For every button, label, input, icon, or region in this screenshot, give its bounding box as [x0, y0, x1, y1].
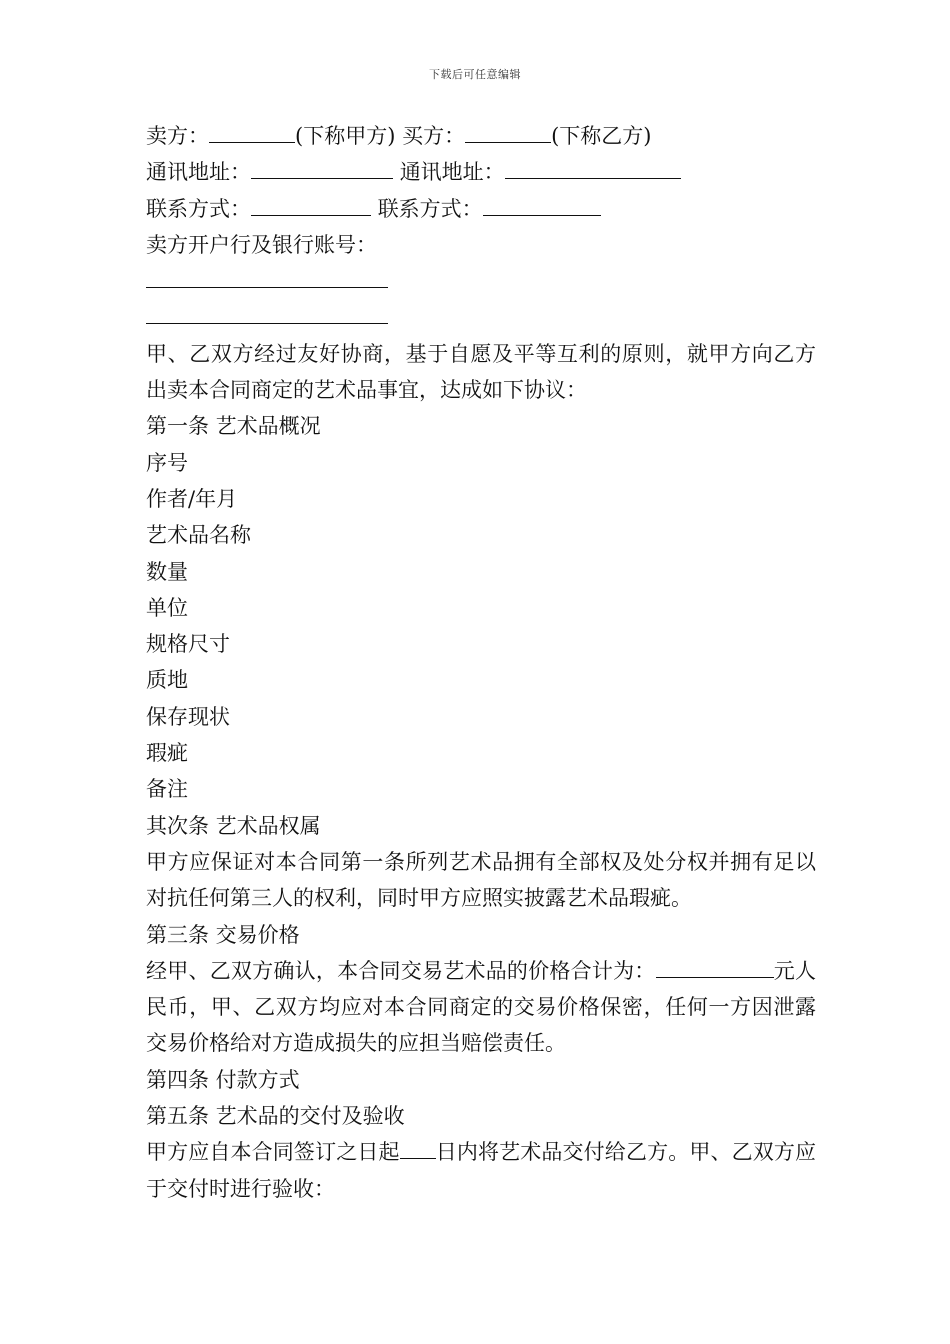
seller-contact-label: 联系方式： [146, 196, 251, 221]
buyer-contact-blank[interactable] [483, 195, 601, 216]
article1-item: 质地 [146, 668, 188, 693]
article5-paragraph [146, 1134, 816, 1207]
price-blank[interactable] [656, 957, 774, 978]
article3-text-before: 经甲、乙双方确认，本合同交易艺术品的价格合计为： [146, 958, 656, 983]
buyer-name-blank[interactable] [465, 122, 551, 143]
article3-text-after: 元人民币，甲、乙双方均应对本合同商定的交易价格保密，任何一方因泄露交易价格给对方造成损失的应担当赔偿责任。 [146, 958, 817, 1056]
bank-account-blank[interactable] [146, 303, 388, 324]
article2-paragraph: 甲方应保证对本合同第一条所列艺术品拥有全部权及处分权并拥有足以对抗任何第三人的权利，同时甲方应照实披露艺术品瑕疵。 [146, 849, 816, 911]
contract-body [146, 118, 816, 1207]
article1-item: 规格尺寸 [146, 632, 230, 657]
seller-buyer-line [146, 118, 816, 154]
article1-item: 保存现状 [146, 704, 230, 729]
contact-line [146, 191, 816, 227]
buyer-suffix: (下称乙方) [551, 124, 652, 148]
bank-blank-line-2 [146, 299, 816, 335]
seller-address-blank[interactable] [251, 158, 393, 179]
article5-text-before: 甲方应自本合同签订之日起 [146, 1140, 400, 1165]
seller-label: 卖方： [146, 124, 209, 148]
buyer-label: 买方： [402, 124, 466, 148]
buyer-address-blank[interactable] [505, 158, 681, 179]
bank-label: 卖方开户行及银行账号： [146, 232, 377, 257]
seller-contact-blank[interactable] [251, 195, 371, 216]
delivery-days-blank[interactable] [400, 1138, 436, 1159]
article3-paragraph [146, 953, 816, 1062]
seller-name-blank[interactable] [209, 122, 295, 143]
buyer-contact-label: 联系方式： [377, 196, 483, 221]
article1-item: 艺术品名称 [146, 523, 251, 548]
buyer-address-label: 通讯地址： [399, 160, 505, 185]
article1-item: 数量 [146, 559, 188, 584]
article1-item: 序号 [146, 450, 188, 475]
article3-title: 第三条 交易价格 [146, 922, 300, 947]
article4-title: 第四条 付款方式 [146, 1067, 300, 1092]
article1-item: 备注 [146, 777, 188, 802]
article5-text-after: 日内将艺术品交付给乙方。甲、乙双方应于交付时进行验收： [146, 1140, 817, 1201]
page-header: 下载后可任意编辑 [429, 68, 521, 81]
bank-blank-line-1 [146, 263, 816, 299]
article2-title: 其次条 艺术品权属 [146, 813, 321, 838]
seller-suffix: (下称甲方) [295, 124, 396, 148]
seller-address-label: 通讯地址： [146, 160, 251, 185]
bank-label-line [146, 227, 816, 263]
article1-title: 第一条 艺术品概况 [146, 414, 321, 439]
article5-title: 第五条 艺术品的交付及验收 [146, 1104, 405, 1129]
address-line [146, 154, 816, 190]
article1-item: 单位 [146, 595, 188, 620]
article1-item: 瑕疵 [146, 741, 188, 766]
bank-name-blank[interactable] [146, 267, 388, 288]
article1-item: 作者/年月 [146, 486, 238, 511]
intro-paragraph: 甲、乙双方经过友好协商，基于自愿及平等互利的原则，就甲方向乙方出卖本合同商定的艺术品事宜，达成如下协议： [146, 341, 816, 403]
